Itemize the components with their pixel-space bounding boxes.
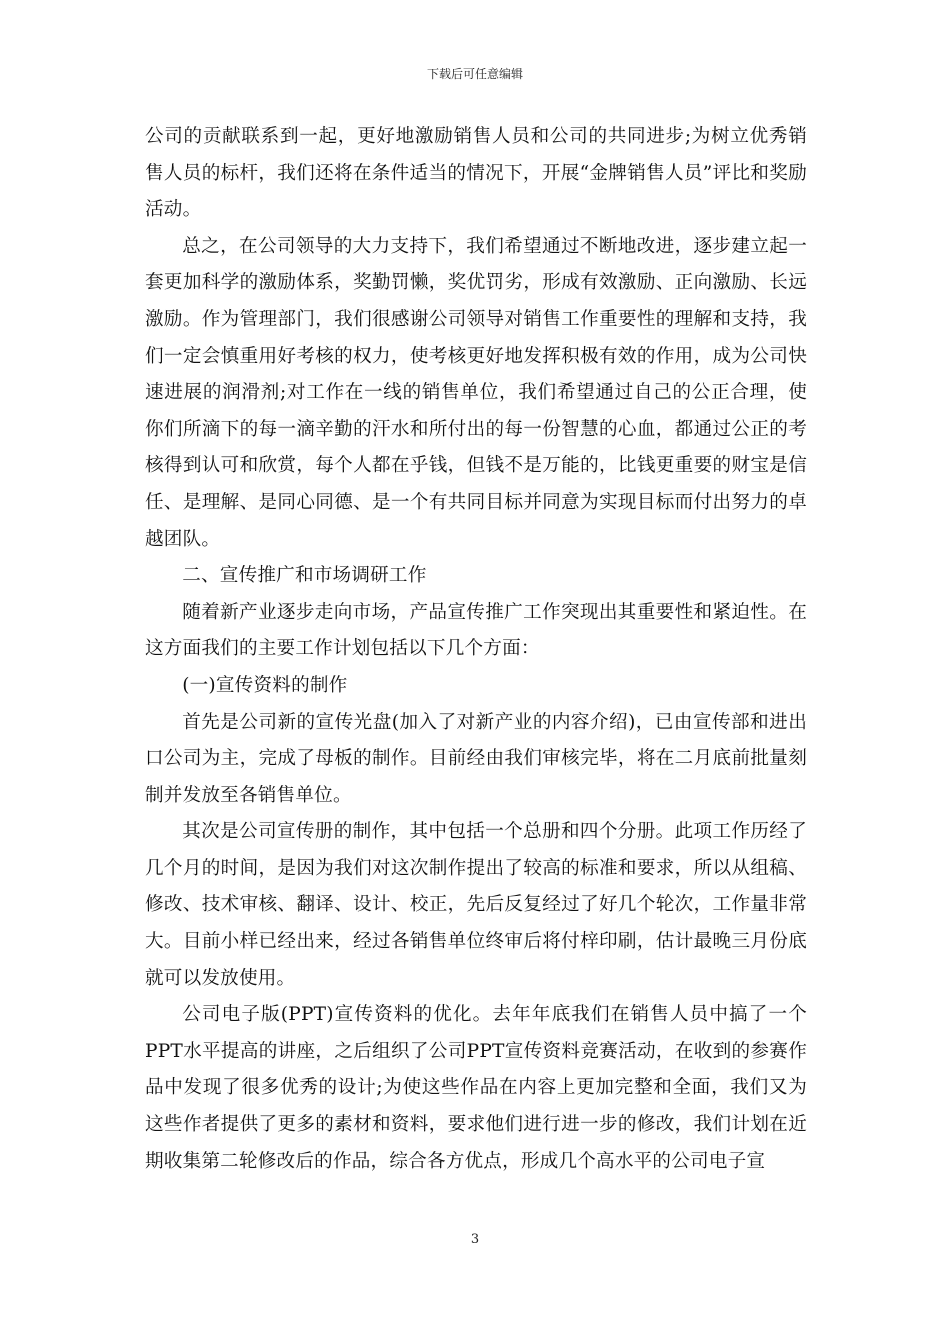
- section-heading: 二、宣传推广和市场调研工作: [182, 565, 427, 587]
- subsection-heading: (一)宣传资料的制作: [182, 674, 348, 696]
- paragraph-5: 其次是公司宣传册的制作，其中包括一个总册和四个分册。此项工作历经了几个月的时间，是因为我们对这次制作提出了较高的标准和要求，所以从组稿、修改、技术审核、翻译、设计、校正，先后反复经过了好几个轮次，工作量非常大。目前小样已经出来，经过各销售单位终审后将付梓印刷，估计最晚三月份底就可以发放使用。: [145, 821, 807, 989]
- paragraph-2: 总之，在公司领导的大力支持下，我们希望通过不断地改进，逐步建立起一套更加科学的激励体系，奖勤罚懒，奖优罚劣，形成有效激励、正向激励、长远激励。作为管理部门，我们很感谢公司领导对销售工作重要性的理解和支持，我们一定会慎重用好考核的权力，使考核更好地发挥积极有效的作用，成为公司快速进展的润滑剂;对工作在一线的销售单位，我们希望通过自己的公正合理，使你们所滴下的每一滴辛勤的汗水和所付出的每一份智慧的心血，都通过公正的考核得到认可和欣赏，每个人都在乎钱，但钱不是万能的，比钱更重要的财宝是信任、是理解、是同心同德、是一个有共同目标并同意为实现目标而付出努力的卓越团队。: [145, 235, 807, 550]
- paragraph-1: 公司的贡献联系到一起，更好地激励销售人员和公司的共同进步;为树立优秀销售人员的标杆，我们还将在条件适当的情况下，开展“金牌销售人员”评比和奖励活动。: [145, 126, 807, 221]
- paragraph-6: 公司电子版(PPT)宣传资料的优化。去年年底我们在销售人员中搞了一个PPT水平提高的讲座，之后组织了公司PPT宣传资料竞赛活动，在收到的参赛作品中发现了很多优秀的设计;为使这些作品在内容上更加完整和全面，我们又为这些作者提供了更多的素材和资料，要求他们进行进一步的修改，我们计划在近期收集第二轮修改后的作品，综合各方优点，形成几个高水平的公司电子宣: [145, 1004, 807, 1172]
- paragraph-4: 首先是公司新的宣传光盘(加入了对新产业的内容介绍)，已由宣传部和进出口公司为主，完成了母板的制作。目前经由我们审核完毕，将在二月底前批量刻制并发放至各销售单位。: [145, 711, 807, 806]
- page-number: 3: [470, 1232, 480, 1247]
- paragraph-3: 随着新产业逐步走向市场，产品宣传推广工作突现出其重要性和紧迫性。在这方面我们的主要工作计划包括以下几个方面：: [145, 601, 807, 660]
- document-body: [145, 119, 807, 1180]
- page-header: 下载后可任意编辑: [426, 67, 523, 81]
